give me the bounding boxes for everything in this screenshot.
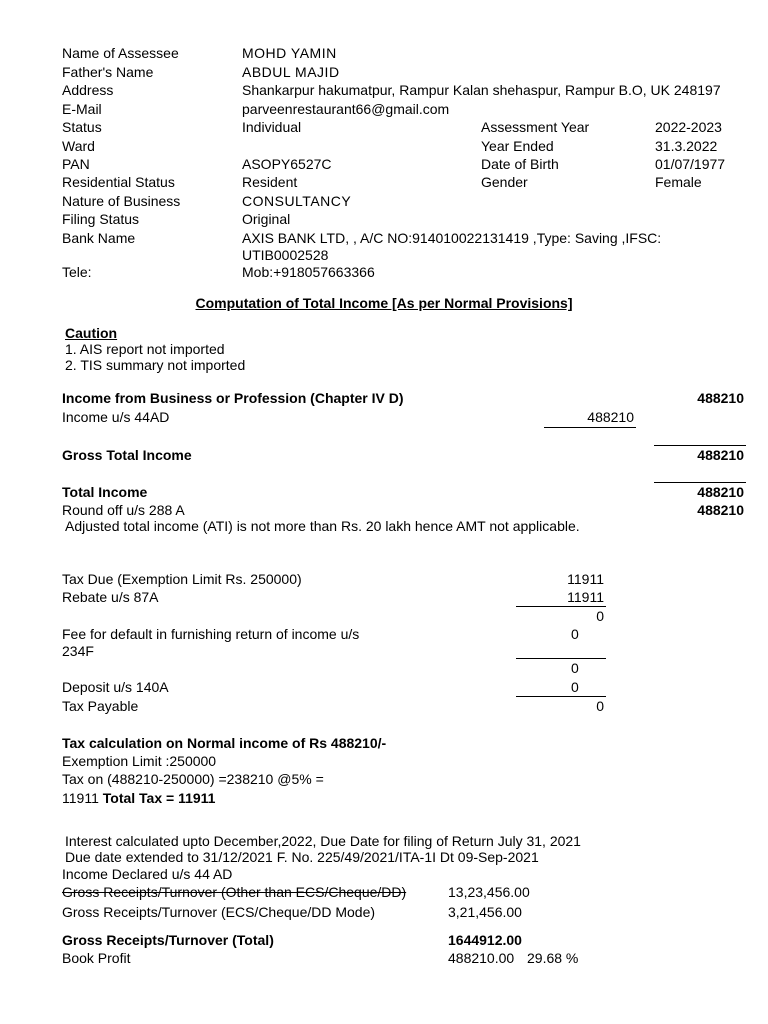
caution-line-2: 2. TIS summary not imported [65,357,246,373]
address-label: Address [62,82,114,98]
email-value: parveenrestaurant66@gmail.com [242,101,450,117]
business-income-total: 488210 [697,390,744,406]
rebate-label: Rebate u/s 87A [62,589,159,605]
filing-status-label: Filing Status [62,211,140,227]
ward-label: Ward [62,138,95,154]
total-income-label: Total Income [62,484,148,500]
income-44ad-rule [544,427,636,428]
tele-value: Mob:+918057663366 [242,264,375,280]
amt-note: Adjusted total income (ATI) is not more than Rs. 20 lakh hence AMT not applicable. [65,518,580,534]
calc-amount-line [62,790,215,807]
caution-line-1: 1. AIS report not imported [65,341,225,357]
receipts-other-label: Gross Receipts/Turnover (Other than ECS/Cheque/DD) [62,884,407,900]
bank-label: Bank Name [62,230,136,246]
receipts-ecs-value: 3,21,456.00 [448,904,522,920]
tax-payable-label: Tax Payable [62,698,139,714]
filing-status-value: Original [242,211,291,227]
gender-label: Gender [481,174,528,190]
receipts-other-value: 13,23,456.00 [448,884,530,900]
gti-value: 488210 [697,447,744,463]
round-off-value: 488210 [697,502,744,518]
fee-rule [516,658,606,659]
gti-rule [654,445,746,446]
deposit-rule [516,696,606,697]
round-off-label: Round off u/s 288 A [62,502,185,518]
fee-label-line-1: Fee for default in furnishing return of income u/s [62,626,360,642]
assessee-name: MOHD YAMIN [242,45,337,61]
father-label: Father's Name [62,64,154,80]
bank-line-1: AXIS BANK LTD, , A/C NO:914010022131419 ,Type: Saving ,IFSC: [242,230,662,246]
status-value: Individual [242,119,302,135]
income-44ad-label: Income u/s 44AD [62,409,170,425]
pan-value: ASOPY6527C [242,156,332,172]
book-profit-value: 488210.00 [448,950,515,966]
business-income-head: Income from Business or Profession (Chapter IV D) [62,390,404,406]
business-value: CONSULTANCY [242,193,352,209]
deposit-value: 0 [571,679,579,695]
receipts-total-label: Gross Receipts/Turnover (Total) [62,932,274,948]
tax-due-value: 11911 [567,571,604,587]
income-44ad-value: 488210 [587,409,634,425]
calc-amount: 11911 [62,790,99,806]
caution-title: Caution [65,325,118,341]
interest-line-2: Due date extended to 31/12/2021 F. No. 225/49/2021/ITA-1I Dt 09-Sep-2021 [65,849,539,865]
deposit-label: Deposit u/s 140A [62,679,169,695]
pan-label: PAN [62,156,90,172]
address-value: Shankarpur hakumatpur, Rampur Kalan shehaspur, Rampur B.O, UK 248197 [242,82,721,98]
name-label: Name of Assessee [62,45,179,61]
rebate-rule [516,606,606,607]
dob-label: Date of Birth [481,156,559,172]
dob-value: 01/07/1977 [655,156,726,172]
tax-payable-value: 0 [596,698,604,714]
tax-due-label: Tax Due (Exemption Limit Rs. 250000) [62,571,302,587]
after-rebate-value: 0 [596,608,604,624]
income-declared: Income Declared u/s 44 AD [62,866,233,882]
year-ended-value: 31.3.2022 [655,138,718,154]
residential-status-value: Resident [242,174,298,190]
father-name: ABDUL MAJID [242,64,340,80]
tele-label: Tele: [62,264,92,280]
book-profit-percent: 29.68 % [527,950,579,966]
status-label: Status [62,119,102,135]
ti-rule [654,482,746,483]
assessment-year-value: 2022-2023 [655,119,722,135]
calc-total-tax: Total Tax = 11911 [102,790,216,806]
gti-label: Gross Total Income [62,447,192,463]
fee-label-line-2: 234F [62,643,94,659]
business-label: Nature of Business [62,193,181,209]
book-profit-label: Book Profit [62,950,131,966]
rebate-value: 11911 [567,589,604,605]
receipts-ecs-label: Gross Receipts/Turnover (ECS/Cheque/DD Mode) [62,904,376,920]
year-ended-label: Year Ended [481,138,554,154]
subtotal-value: 0 [571,660,579,676]
assessment-year-label: Assessment Year [481,119,590,135]
interest-line-1: Interest calculated upto December,2022, Due Date for filing of Return July 31, 2021 [65,833,581,849]
residential-status-label: Residential Status [62,174,175,190]
receipts-total-value: 1644912.00 [448,932,522,948]
fee-value: 0 [571,626,579,642]
calc-title: Tax calculation on Normal income of Rs 488210/- [62,735,387,751]
calc-exemption: Exemption Limit :250000 [62,753,217,769]
total-income-value: 488210 [697,484,744,500]
gender-value: Female [655,174,702,190]
calc-tax-on: Tax on (488210-250000) =238210 @5% = [62,771,324,787]
bank-line-2: UTIB0002528 [242,247,329,263]
computation-title: Computation of Total Income [As per Normal Provisions] [195,295,573,311]
email-label: E-Mail [62,101,102,117]
